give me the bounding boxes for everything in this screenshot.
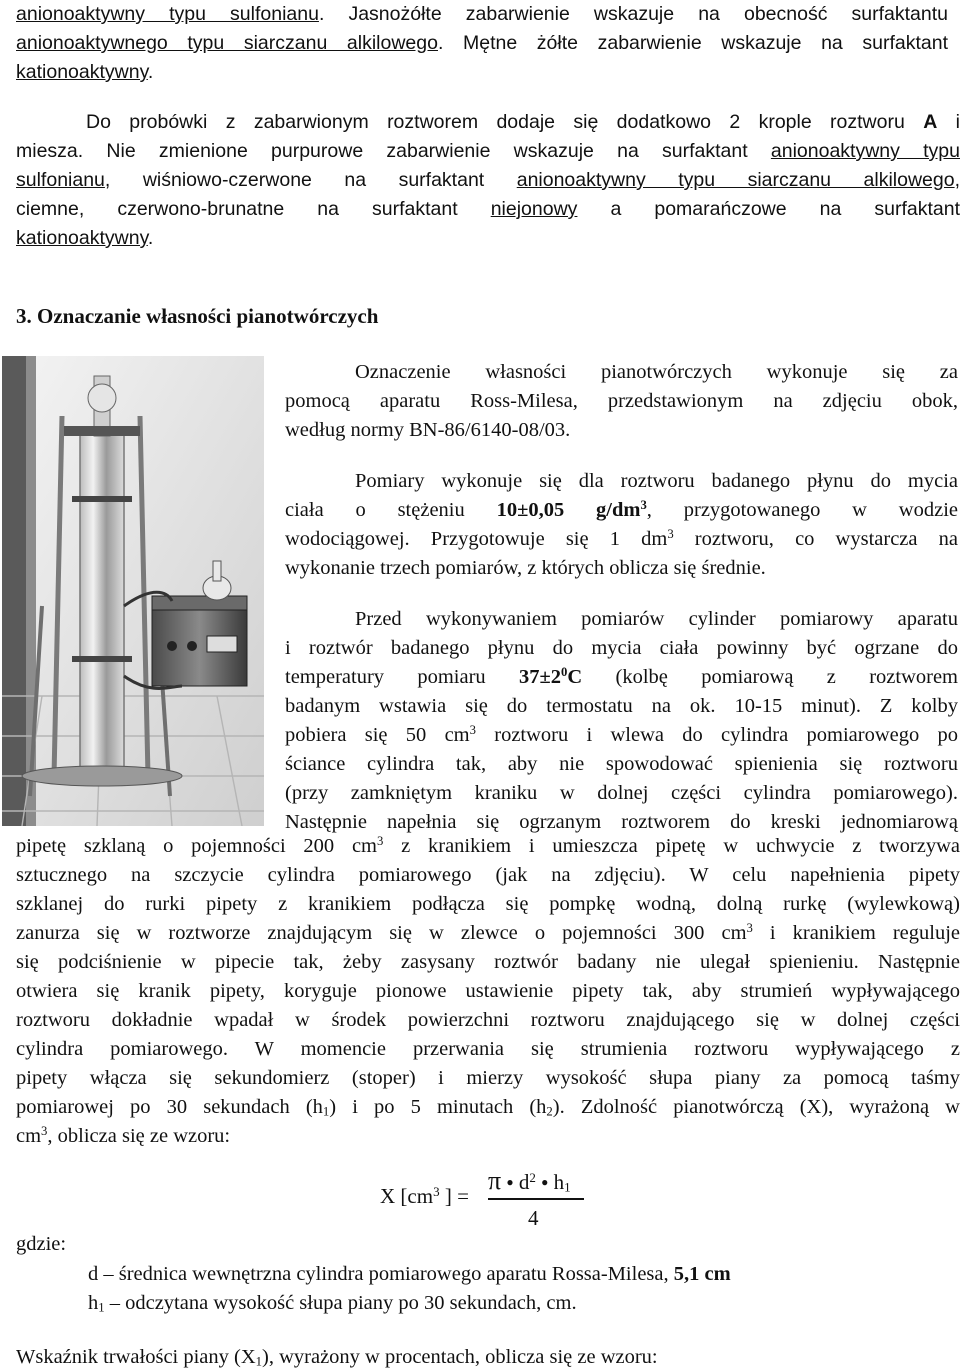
apparatus-photo (2, 356, 264, 826)
definition-h1: $h_1$ – odczytana wysokość słupa piany po 30 sekundach, cm. (88, 1292, 577, 1315)
fraction-bar (488, 1198, 584, 1200)
formula-lhs: X [$cm^3$ ] = (380, 1183, 469, 1208)
definition-d: d – średnica wewnętrzna cylindra pomiarowego aparatu Rossa-Milesa, 5,1 cm (88, 1263, 731, 1285)
text-underlined: anionoaktywny typu sulfonianu (16, 3, 319, 25)
formula-foam-capacity (380, 1160, 620, 1240)
formula-numerator: π ● $d^2$ ● $h_1$ (488, 1166, 571, 1195)
paragraph-oznaczenie: Oznaczenie własności pianotwórczych wykonuje się za pomocą aparatu Ross-Milesa, przedstawionym na zdjęciu obok, według normy BN-86/6140-08/03. (285, 361, 958, 441)
gdzie-label: gdzie: (16, 1233, 67, 1255)
ross-miles-apparatus-image (2, 356, 264, 826)
paragraph-color-results: anionoaktywny typu sulfonianu. Jasnożółte zabarwienie wskazuje na obecność surfaktantu anionoaktywnego typu siarczanu alkilowego. Mętne żółte zabarwienie wskazuje na surfaktant kationoaktywny. (16, 3, 949, 83)
paragraph-przed: Przed wykonywaniem pomiarów cylinder pomiarowy aparatu i roztwór badanego płynu do mycia ciała powinny być ogrzane do temperatury pomiaru $37\pm 2^0C$ (kolbę pomiarową z roztworem badanym wstawia się do termostatu na ok. 10-15 minut). Z kolby pobiera się 50 $cm^3$ roztworu i wlewa do cylindra pomiarowego po ściance cylindra tak, aby nie spowodować spienienia się roztworu (przy zamkniętym kraniku w dolnej części cylindra pomiarowego). Następnie napełnia się ogrzanym roztworem do kreski jednomiarową (285, 608, 958, 833)
section-heading: 3. Oznaczanie własności pianotwórczych (16, 304, 379, 328)
formula-denominator: 4 (528, 1206, 539, 1230)
paragraph-probowki: Do probówki z zabarwionym roztworem dodaje się dodatkowo 2 krople roztworu A i miesza. Nie zmienione purpurowe zabarwienie wskazuje na surfaktant anionoaktywny typu sulfonianu, wiśniowo-czerwone na surfaktant anionoaktywny typu siarczanu alkilowego, ciemne, czerwono-brunatne na surfaktant niejonowy a pomarańczowe na surfaktant kationoaktywny. (16, 111, 960, 249)
dot-operator-icon: ● (506, 1175, 514, 1189)
paragraph-procedure: pipetę szklaną o pojemności 200 $cm^3$ z kranikiem i umieszcza pipetę w uchwycie z tworzywa sztucznego na szczycie cylindra pomiarowego (jak na zdjęciu). W celu napełnienia pipety szklanej do rurki pipety z kranikiem podłącza się pompkę wodną, dolną rurkę (wylewkową) zanurza się w roztworze znajdującym się w zlewce o pojemności 300 $cm^3$ i kranikiem reguluje się podciśnienie w pipecie tak, żeby zasysany roztwór badany nie ulegał spienieniu. Następnie otwiera się kranik pipety, koryguje pionowe ustawienie pipety tak, aby strumień wypływającego roztworu dokładnie wpadał w środek powierzchni roztworu znajdującego się w dolnej części cylindra pomiarowego. W momencie przerwania się strumienia roztworu wypływającego z pipety włącza się sekundomierz (stoper) i mierzy wysokość słupa piany za pomocą taśmy pomiarowej po 30 sekundach $(h_1)$ i po 5 minutach $(h_2)$. Zdolność pianotwórczą (X), wyrażoną w $cm^3$, oblicza się ze wzoru: (16, 834, 960, 1147)
paragraph-pomiary: Pomiary wykonuje się dla roztworu badanego płynu do mycia ciała o stężeniu 10±0,05 $g/dm^3$, przygotowanego w wodzie wodociągowej. Przygotowuje się 1 $dm^3$ roztworu, co wystarcza na wykonanie trzech pomiarów, z których oblicza się średnie. (285, 470, 958, 579)
paragraph-wskaznik: Wskaźnik trwałości piany $(X_1)$, wyrażony w procentach, oblicza się ze wzoru: (16, 1346, 658, 1369)
dot-operator-icon: ● (541, 1175, 549, 1189)
